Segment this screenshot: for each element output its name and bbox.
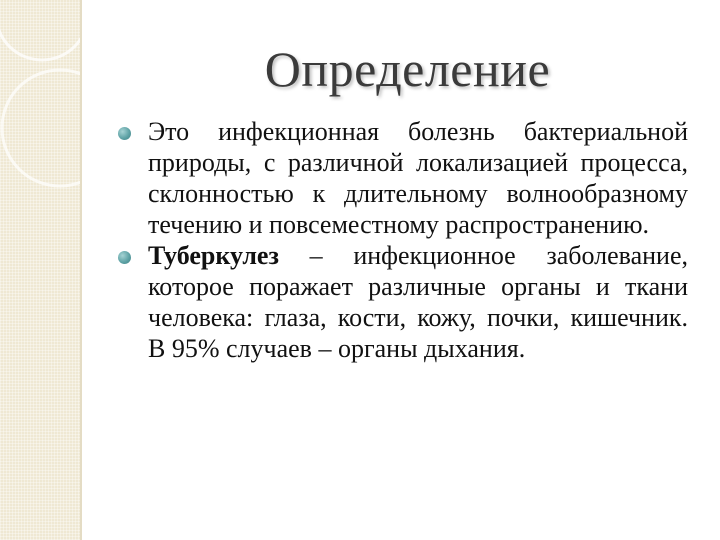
slide-content xyxy=(118,116,688,364)
bullet-term: Туберкулез xyxy=(148,241,279,270)
bullet-item-tuberculosis xyxy=(118,240,688,364)
bullet-text: Это инфекционная болезнь бактериальной природы, с различной локализацией процесса, склонностью к длительному волнообразному течению и повсеместному распространению. xyxy=(148,117,688,239)
bullet-item-definition xyxy=(118,116,688,240)
bullet-icon xyxy=(118,251,131,264)
bullet-icon xyxy=(118,127,131,140)
slide-title: Определение xyxy=(264,41,551,97)
bullet-text: – инфекционное заболевание, которое поражает различные органы и ткани человека: глаза, кости, кожу, почки, кишечник. В 95% случаев – органы дыхания. xyxy=(148,241,688,363)
